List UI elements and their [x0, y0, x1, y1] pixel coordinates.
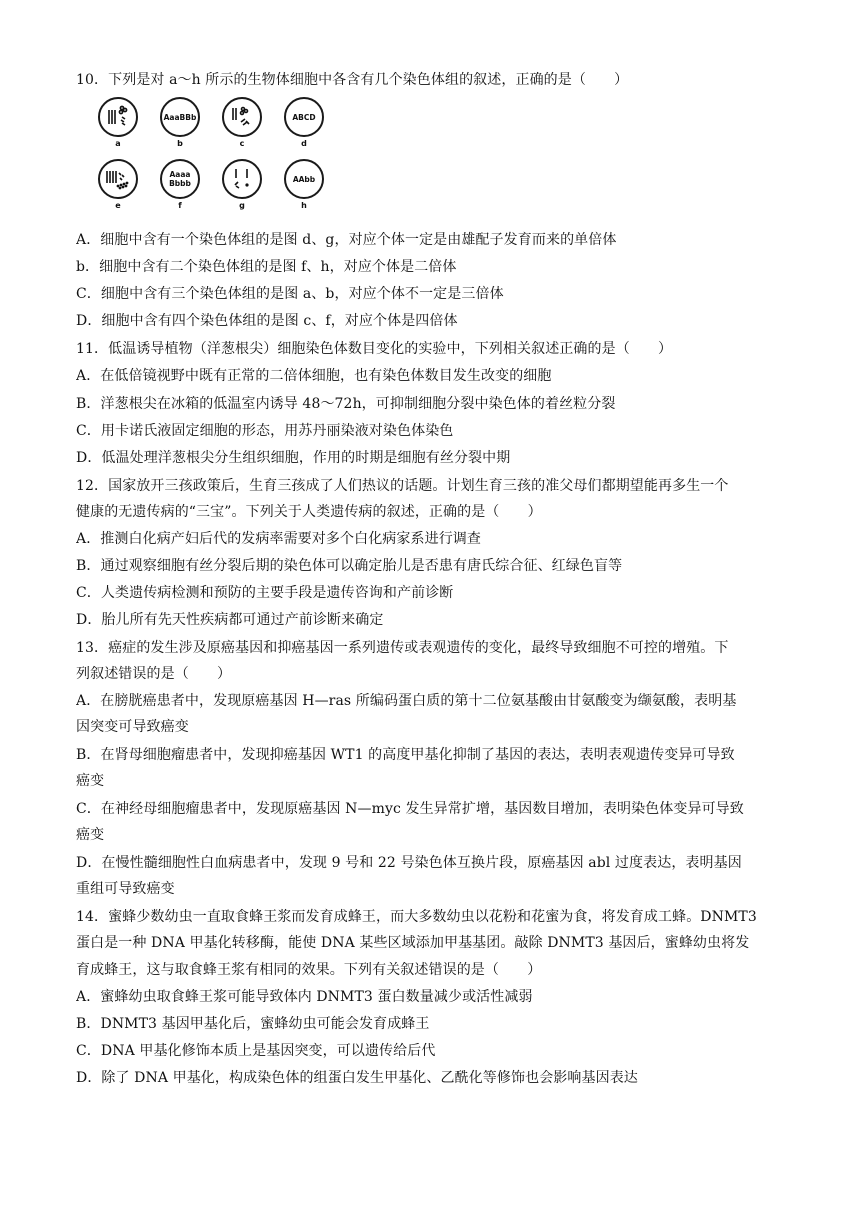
q13-stem-line-1: 13．癌症的发生涉及原癌基因和抑癌基因一系列遗传或表观遗传的变化，最终导致细胞不可控的增殖。下	[76, 640, 729, 656]
cell-f-circle: Aaaa Bbbb	[160, 159, 200, 199]
q12-option-a: A．推测白化病产妇后代的发病率需要对多个白化病家系进行调查	[76, 531, 482, 547]
q14-option-c: C．DNA 甲基化修饰本质上是基因突变，可以遗传给后代	[76, 1043, 436, 1059]
cell-h-circle: AAbb	[284, 159, 324, 199]
q13-option-d-line-1: D．在慢性髓细胞性白血病患者中，发现 9 号和 22 号染色体互换片段，原癌基因 abl 过度表达，表明基因	[76, 855, 742, 871]
q12-option-c: C．人类遗传病检测和预防的主要手段是遗传咨询和产前诊断	[76, 585, 454, 601]
cell-f-label: f	[178, 201, 182, 210]
figure-cell-f	[154, 159, 206, 212]
q11-option-d: D．低温处理洋葱根尖分生组织细胞，作用的时期是细胞有丝分裂中期	[76, 450, 511, 466]
q11-stem: 11．低温诱导植物（洋葱根尖）细胞染色体数目变化的实验中，下列相关叙述正确的是（ ）	[76, 341, 673, 357]
chromosome-g-icon	[224, 161, 260, 197]
q13-option-d-line-2: 重组可导致癌变	[76, 881, 175, 897]
q13-stem-line-2: 列叙述错误的是（ ）	[76, 666, 232, 682]
cell-a-label: a	[115, 139, 121, 148]
chromosome-c-icon	[224, 99, 260, 135]
cell-h-label: h	[301, 201, 307, 210]
cell-b-circle: AaaBBb	[160, 97, 200, 137]
cell-c-circle	[222, 97, 262, 137]
figure-cell-h	[278, 159, 330, 212]
figure-cell-g	[216, 159, 268, 212]
q13-option-a-line-2: 因突变可导致癌变	[76, 719, 189, 735]
cell-d-label: d	[301, 139, 307, 148]
q10-option-d: D．细胞中含有四个染色体组的是图 c、f，对应个体是四倍体	[76, 313, 458, 329]
q12-option-b: B．通过观察细胞有丝分裂后期的染色体可以确定胎儿是否患有唐氏综合征、红绿色盲等	[76, 558, 623, 574]
figure-cell-c	[216, 97, 268, 150]
q10-stem: 10．下列是对 a～h 所示的生物体细胞中各含有几个染色体组的叙述，正确的是（ ）	[76, 72, 629, 88]
q14-stem-line-3: 育成蜂王，这与取食蜂王浆有相同的效果。下列有关叙述错误的是（ ）	[76, 962, 542, 978]
cell-e-circle	[98, 159, 138, 199]
q13-option-b-line-2: 癌变	[76, 773, 105, 789]
q10-figure-chromosome-cells	[92, 97, 342, 221]
cell-e-label: e	[115, 201, 121, 210]
q14-option-d: D．除了 DNA 甲基化，构成染色体的组蛋白发生甲基化、乙酰化等修饰也会影响基因表达	[76, 1070, 638, 1086]
q13-option-c-line-2: 癌变	[76, 827, 105, 843]
q10-option-c: C．细胞中含有三个染色体组的是图 a、b，对应个体不一定是三倍体	[76, 286, 504, 302]
q13-option-b-line-1: B．在肾母细胞瘤患者中，发现抑癌基因 WT1 的高度甲基化抑制了基因的表达，表明表观遗传变异可导致	[76, 747, 735, 763]
figure-cell-b	[154, 97, 206, 150]
q14-option-b: B．DNMT3 基因甲基化后，蜜蜂幼虫可能会发育成蜂王	[76, 1016, 430, 1032]
q11-option-a: A．在低倍镜视野中既有正常的二倍体细胞，也有染色体数目发生改变的细胞	[76, 368, 552, 384]
cell-a-circle	[98, 97, 138, 137]
figure-cell-d	[278, 97, 330, 150]
figure-cell-a	[92, 97, 144, 150]
cell-d-circle: ABCD	[284, 97, 324, 137]
q14-stem-line-1: 14．蜜蜂少数幼虫一直取食蜂王浆而发育成蜂王，而大多数幼虫以花粉和花蜜为食，将发育成工蜂。DNMT3	[76, 909, 757, 925]
q12-stem-line-1: 12．国家放开三孩政策后，生育三孩成了人们热议的话题。计划生育三孩的准父母们都期望能再多生一个	[76, 478, 729, 494]
q11-option-c: C．用卡诺氏液固定细胞的形态，用苏丹丽染液对染色体染色	[76, 423, 454, 439]
cell-b-label: b	[177, 139, 183, 148]
q10-option-a: A．细胞中含有一个染色体组的是图 d、g，对应个体一定是由雄配子发育而来的单倍体	[76, 232, 617, 248]
cell-g-circle	[222, 159, 262, 199]
q11-option-b: B．洋葱根尖在冰箱的低温室内诱导 48～72h，可抑制细胞分裂中染色体的着丝粒分裂	[76, 396, 616, 412]
figure-cell-e	[92, 159, 144, 212]
chromosome-a-icon	[100, 99, 136, 135]
q10-option-b: b．细胞中含有二个染色体组的是图 f、h，对应个体是二倍体	[76, 259, 457, 275]
q13-option-a-line-1: A．在膀胱癌患者中，发现原癌基因 H—ras 所编码蛋白质的第十二位氨基酸由甘氨酸变为缬氨酸，表明基	[76, 693, 737, 709]
cell-c-label: c	[239, 139, 245, 148]
q13-option-c-line-1: C．在神经母细胞瘤患者中，发现原癌基因 N—myc 发生异常扩增，基因数目增加，表明染色体变异可导致	[76, 801, 744, 817]
q12-stem-line-2: 健康的无遗传病的“三宝”。下列关于人类遗传病的叙述，正确的是（ ）	[76, 504, 542, 520]
q14-stem-line-2: 蛋白是一种 DNA 甲基化转移酶，能使 DNA 某些区域添加甲基基团。敲除 DNMT3 基因后，蜜蜂幼虫将发	[76, 935, 750, 951]
q12-option-d: D．胎儿所有先天性疾病都可通过产前诊断来确定	[76, 612, 384, 628]
chromosome-e-icon	[100, 161, 136, 197]
q14-option-a: A．蜜蜂幼虫取食蜂王浆可能导致体内 DNMT3 蛋白数量减少或活性减弱	[76, 989, 533, 1005]
cell-g-label: g	[239, 201, 245, 210]
